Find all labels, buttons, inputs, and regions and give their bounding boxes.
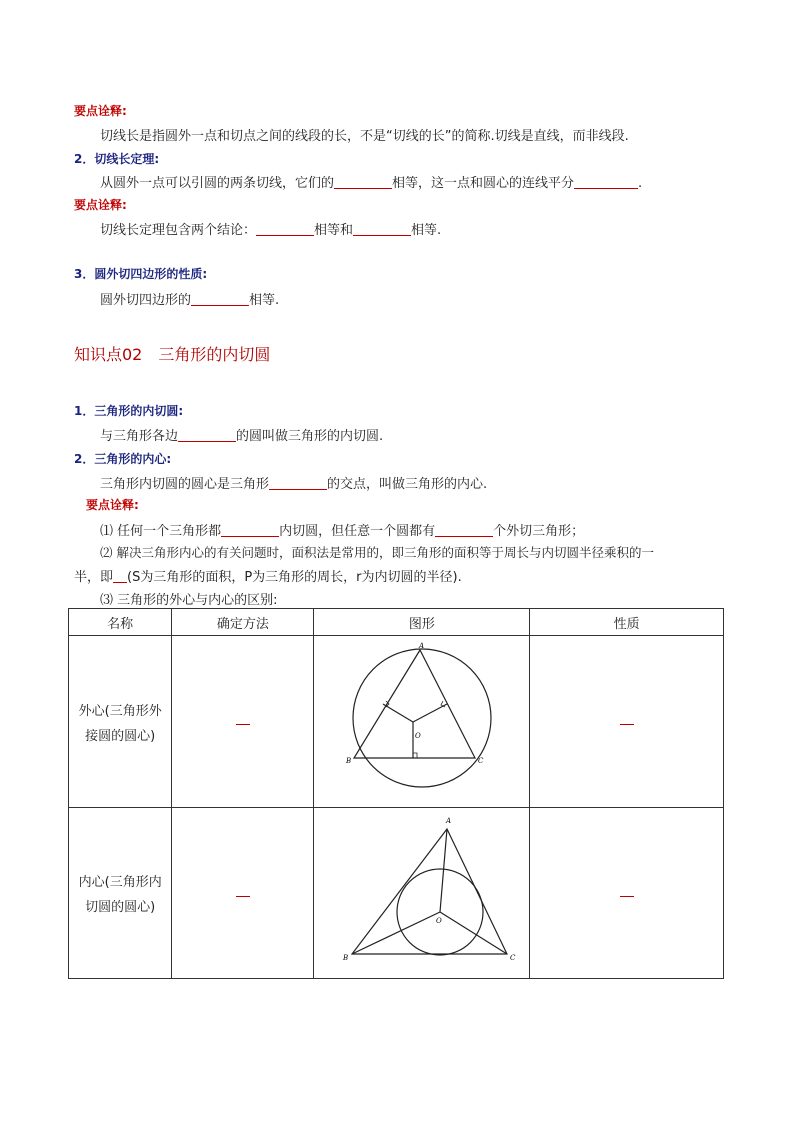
row-name-line: 内心(三角形内 [78, 875, 162, 890]
text-part: (S为三角形的面积，P为三角形的周长，r为内切圆的半径). [127, 570, 462, 585]
fill-blank[interactable] [269, 476, 327, 490]
note-label-1: 要点诠释: [74, 104, 127, 118]
row-name-line: 接圆的圆心) [85, 728, 156, 744]
text-part: 内切圆，但任意一个圆都有 [279, 524, 436, 539]
vertex-label-a: A [445, 817, 451, 825]
property-blank-cell[interactable] [530, 636, 724, 808]
header-property: 性质 [530, 609, 724, 636]
center-label-o: O [435, 917, 442, 925]
comparison-table [68, 608, 724, 979]
tangent-theorem-text [100, 172, 642, 191]
text-part: ⑴ 任何一个三角形都 [100, 524, 222, 539]
header-method: 确定方法 [172, 609, 314, 636]
fill-blank[interactable] [178, 428, 236, 442]
vertex-label-b: B [345, 756, 352, 765]
fill-blank[interactable] [236, 888, 250, 897]
row-name-cell [69, 808, 172, 979]
vertex-label-b: B [342, 954, 349, 962]
row-name-cell [69, 636, 172, 808]
incircle-text [100, 425, 383, 444]
header-name: 名称 [69, 609, 172, 636]
text-part: 三角形内切圆的圆心是三角形 [100, 477, 270, 492]
text-part: 的交点，叫做三角形的内心. [327, 477, 488, 492]
table-row [69, 808, 724, 979]
fill-blank[interactable] [353, 222, 411, 236]
text-part: 的圆叫做三角形的内切圆. [236, 429, 384, 444]
text-part: 与三角形各边 [100, 429, 179, 444]
row-name-line: 切圆的圆心) [85, 900, 156, 915]
vertex-label-a: A [418, 641, 424, 650]
tangent-theorem-heading: 2．切线长定理: [74, 152, 160, 166]
vertex-label-c: C [509, 954, 516, 962]
vertex-label-c: C [477, 756, 484, 765]
text-part: . [638, 176, 643, 191]
text-part: 半，即 [74, 570, 114, 585]
text-part: 相等. [249, 293, 280, 308]
text-part: 从圆外一点可以引圆的两条切线，它们的 [100, 176, 335, 191]
property-blank-cell[interactable] [530, 808, 724, 979]
note-label-3: 要点诠释: [86, 498, 139, 512]
fill-blank[interactable] [620, 888, 634, 897]
text-part: 相等. [411, 223, 442, 238]
table-header-row [69, 609, 724, 636]
fill-blank[interactable] [574, 175, 638, 189]
incenter-figure-cell [314, 808, 530, 979]
incenter-heading: 2．三角形的内心: [74, 452, 172, 466]
method-blank-cell[interactable] [172, 636, 314, 808]
circumcenter-figure-cell [314, 636, 530, 808]
fill-blank[interactable] [620, 716, 634, 725]
center-label-o: O [414, 731, 421, 740]
fill-blank[interactable] [256, 222, 314, 236]
row-name-line: 外心(三角形外 [78, 703, 162, 719]
note-point-1 [100, 520, 584, 539]
incenter-text [100, 473, 487, 492]
header-figure: 图形 [314, 609, 530, 636]
text-part: 个外切三角形； [493, 524, 585, 539]
incircle-heading: 1．三角形的内切圆: [74, 404, 184, 418]
note-label-2: 要点诠释: [74, 198, 127, 212]
note-point-2-line2 [74, 566, 462, 585]
table-row [69, 636, 724, 808]
note-point-3: ⑶ 三角形的外心与内心的区别: [100, 593, 278, 608]
section-title: 知识点02 三角形的内切圆 [74, 345, 271, 364]
fill-blank[interactable] [113, 569, 127, 583]
text-part: 相等，这一点和圆心的连线平分 [392, 176, 575, 191]
fill-blank[interactable] [435, 523, 493, 537]
incircle-figure [327, 811, 517, 971]
quadrilateral-text [100, 289, 279, 308]
note-point-2-line1: ⑵ 解决三角形内心的有关问题时，面积法是常用的，即三角形的面积等于周长与内切圆半径乘积的一 [100, 545, 654, 560]
fill-blank[interactable] [191, 292, 249, 306]
text-part: 相等和 [314, 223, 354, 238]
quadrilateral-heading: 3．圆外切四边形的性质: [74, 267, 208, 281]
fill-blank[interactable] [236, 716, 250, 725]
method-blank-cell[interactable] [172, 808, 314, 979]
fill-blank[interactable] [334, 175, 392, 189]
circumcircle-figure [342, 640, 502, 800]
theorem-conclusions-text [100, 219, 441, 238]
tangent-length-definition: 切线长是指圆外一点和切点之间的线段的长，不是“切线的长”的简称.切线是直线，而非线段. [100, 129, 629, 144]
text-part: 圆外切四边形的 [100, 293, 192, 308]
text-part: 切线长定理包含两个结论： [100, 223, 257, 238]
fill-blank[interactable] [221, 523, 279, 537]
